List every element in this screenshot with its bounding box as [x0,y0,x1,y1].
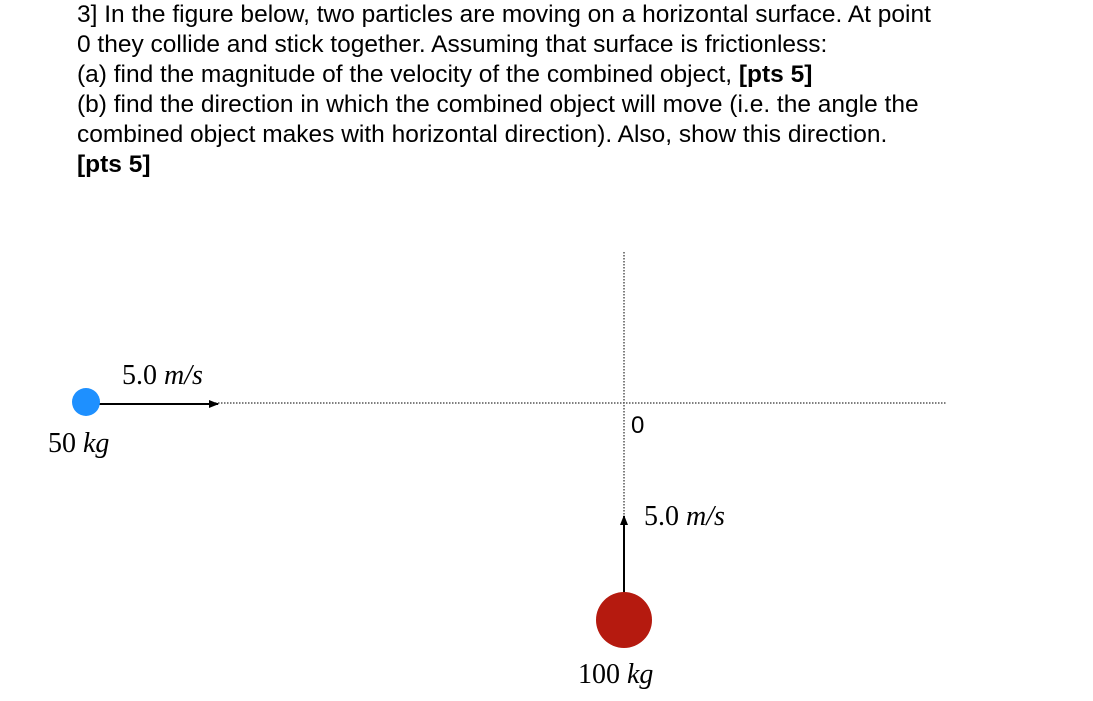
problem-line-4: (b) find the direction in which the combined object will move (i.e. the angle the [77,91,919,118]
bottom-mass-label [578,659,653,690]
part-a-points: [pts 5] [738,61,813,88]
left-velocity-value: 5.0 [122,360,157,391]
bottom-velocity-label [644,501,725,532]
problem-line-5: combined object makes with horizontal direction). Also, show this direction. [77,121,888,148]
bottom-velocity-value: 5.0 [644,501,679,532]
bottom-velocity-unit: m/s [686,501,725,532]
problem-line-1: 3] In the figure below, two particles are moving on a horizontal surface. At point [77,1,931,28]
part-b-points: [pts 5] [77,151,151,178]
bottom-mass-value: 100 [578,659,620,690]
left-velocity-label [122,360,203,391]
problem-line-2: 0 they collide and stick together. Assuming that surface is frictionless: [77,31,828,58]
particle-50kg [72,388,100,416]
part-a-text: (a) find the magnitude of the velocity of the combined object, [77,61,739,88]
origin-label: 0 [631,412,645,439]
bottom-mass-unit: kg [627,659,654,690]
particle-100kg [596,592,652,648]
left-mass-unit: kg [83,428,110,459]
left-velocity-unit: m/s [164,360,203,391]
left-mass-label [48,428,109,459]
left-mass-value: 50 [48,428,76,459]
